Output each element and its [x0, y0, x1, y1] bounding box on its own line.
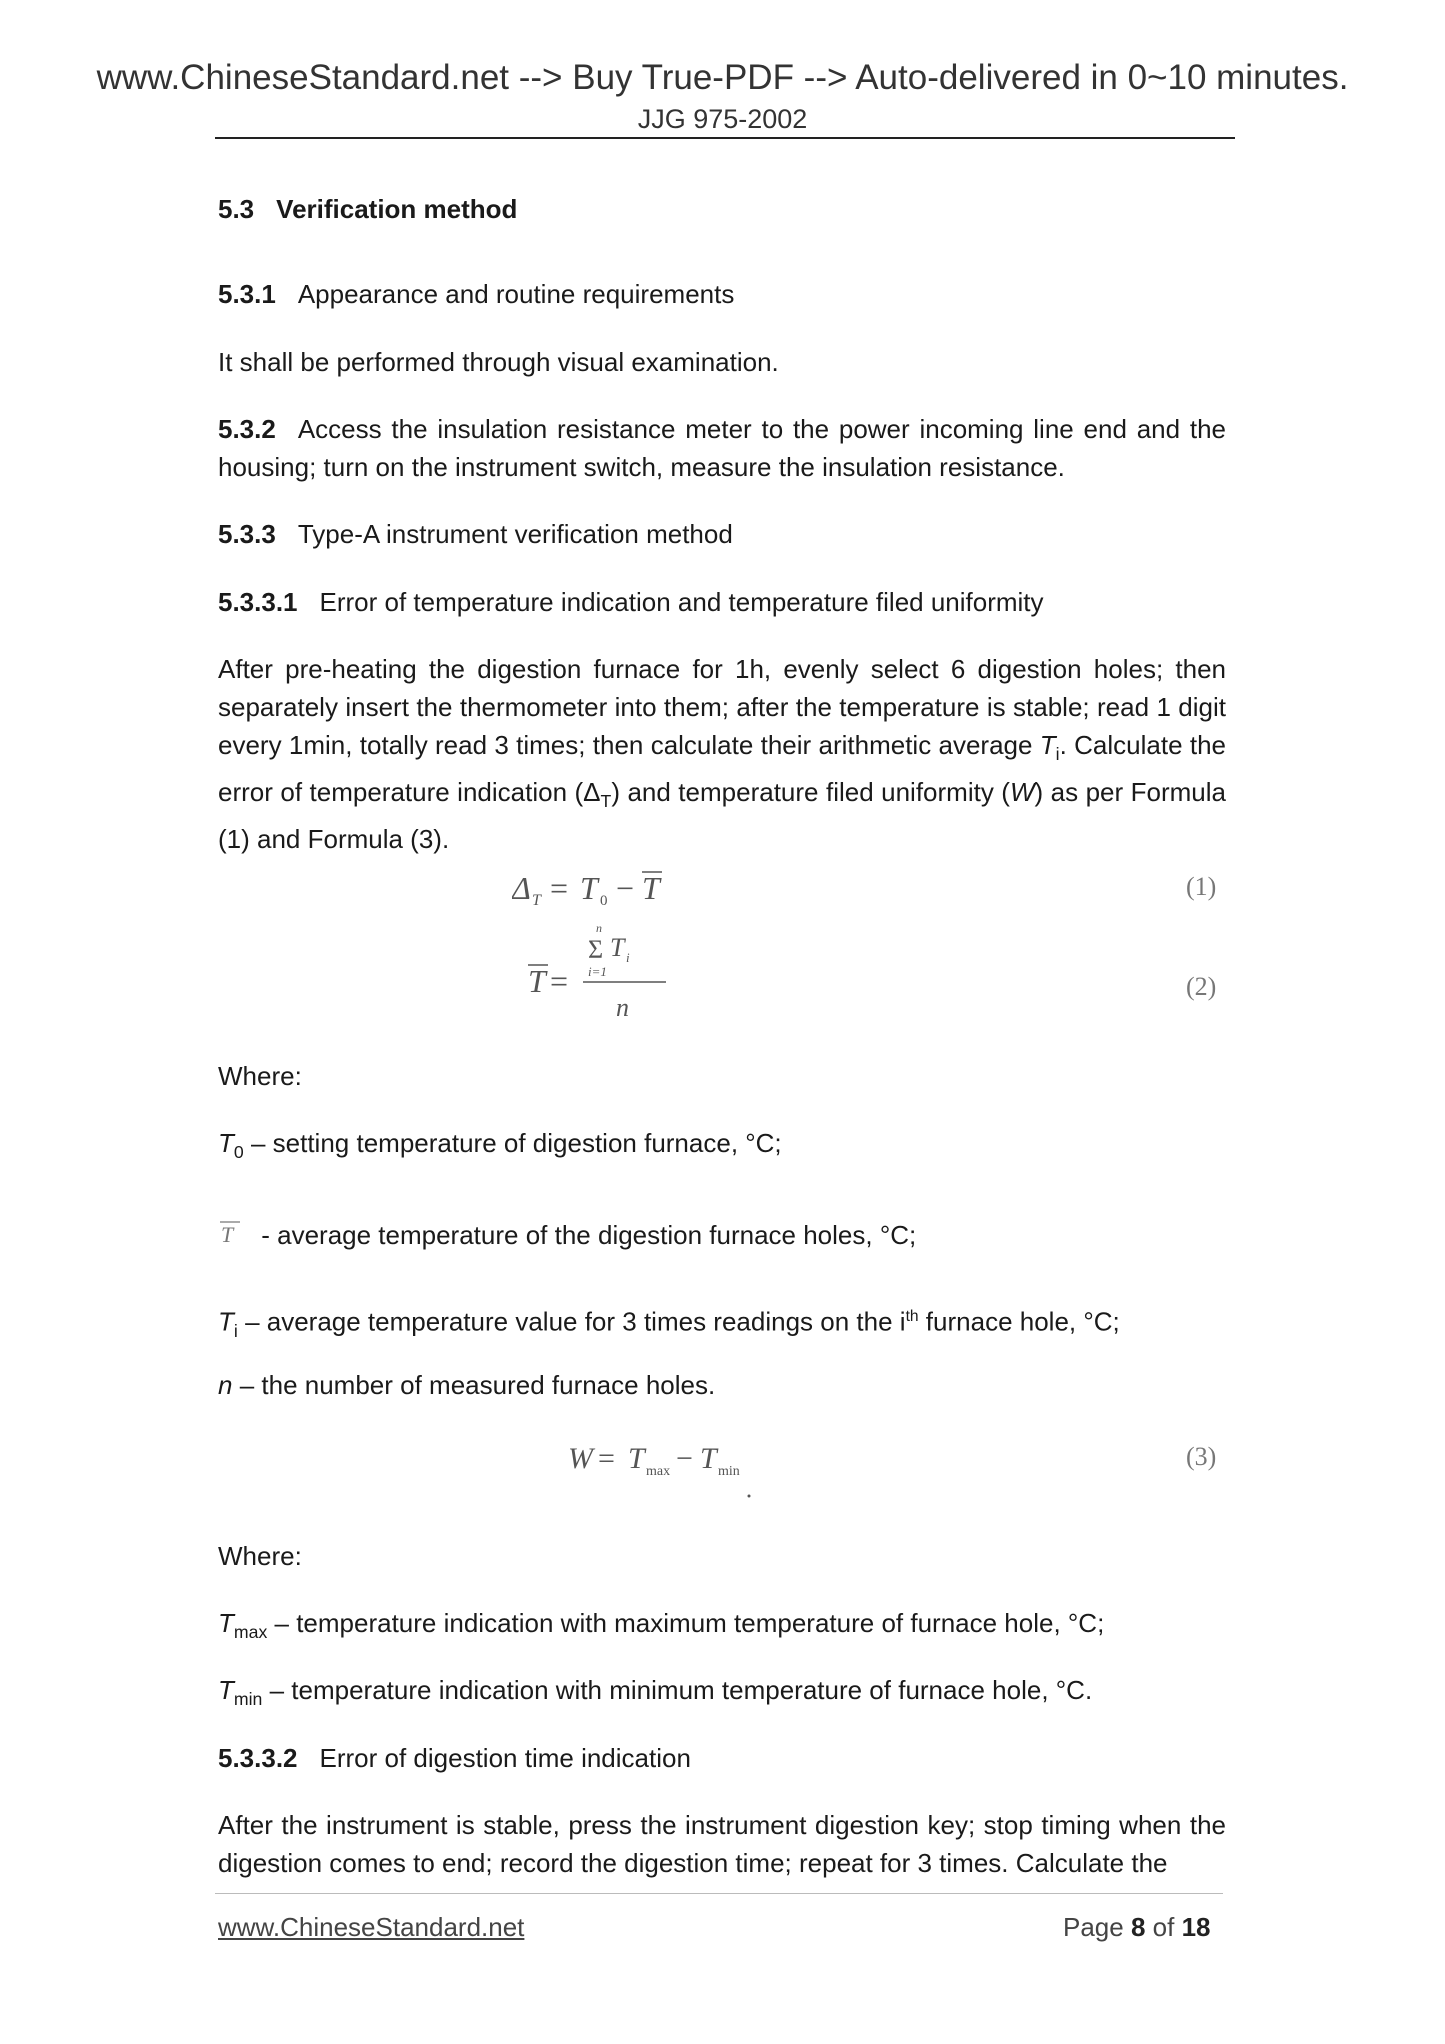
definition-t0: $T_0$ – setting temperature of digestion furnace, °C; — [218, 1128, 782, 1163]
svg-text:T: T — [628, 1442, 645, 1475]
section-title: Error of digestion time indication — [319, 1743, 691, 1773]
paragraph-text: Access the insulation resistance meter to the power incoming line end and the housing; turn on the instrument switch, measure the insulation resistance. — [218, 414, 1226, 482]
section-heading-5-3 — [218, 190, 1226, 228]
svg-text:T: T — [532, 892, 541, 909]
svg-text:Δ: Δ — [512, 870, 531, 906]
page-number: Page 8 of 18 — [1063, 1912, 1211, 1942]
svg-text:i=1: i=1 — [588, 964, 607, 979]
section-title: Verification method — [276, 194, 518, 224]
section-number: 5.3.3 — [218, 519, 276, 549]
formula-1-number: (1) — [1186, 872, 1217, 901]
section-number: 5.3.2 — [218, 414, 276, 444]
document-id: JJG 975-2002 — [637, 104, 808, 134]
svg-text:T: T — [580, 870, 598, 906]
section-number: 5.3.1 — [218, 279, 276, 309]
section-number: 5.3.3.1 — [218, 587, 298, 617]
t-bar-symbol — [218, 1220, 242, 1246]
svg-text:T: T — [610, 933, 625, 962]
definition-n: n – the number of measured furnace holes. — [218, 1370, 716, 1400]
section-number: 5.3.3.2 — [218, 1743, 298, 1773]
section-heading-5-3-3-1 — [218, 583, 1226, 621]
svg-text:T: T — [221, 1222, 234, 1246]
footer-site-link[interactable]: www.ChineseStandard.net — [218, 1912, 525, 1942]
svg-text:=: = — [550, 870, 569, 906]
section-5-3-2 — [218, 410, 1226, 486]
where-label: Where: — [218, 1061, 302, 1091]
section-title: Appearance and routine requirements — [297, 279, 735, 309]
formula-3-number: (3) — [1186, 1442, 1217, 1471]
paragraph: It shall be performed through visual examination. — [218, 347, 779, 377]
svg-text:=: = — [598, 1442, 615, 1475]
definition-tmin: $T_{min}$ – temperature indication with minimum temperature of furnace hole, °C. — [218, 1675, 1093, 1710]
paragraph-5-3-3-2: After the instrument is stable, press the instrument digestion key; stop timing when the digestion comes to end; record the digestion time; repeat for 3 times. Calculate the — [218, 1810, 1226, 1878]
svg-text:−: − — [616, 870, 635, 906]
svg-text:−: − — [676, 1442, 693, 1475]
section-heading-5-3-3-2 — [218, 1739, 1226, 1777]
footer-rule — [215, 1893, 1223, 1894]
svg-text:0: 0 — [600, 893, 608, 909]
svg-text:=: = — [550, 963, 569, 999]
svg-text:T: T — [700, 1442, 717, 1475]
svg-text:T: T — [528, 963, 546, 999]
formula-3 — [568, 1438, 798, 1504]
definition-tmax: $T_{max}$ – temperature indication with maximum temperature of furnace hole, °C; — [218, 1608, 1105, 1643]
header-banner: www.ChineseStandard.net --> Buy True-PDF --> Auto-delivered in 0~10 minutes. — [96, 58, 1349, 97]
svg-text:n: n — [616, 993, 629, 1022]
formula-2-number: (2) — [1186, 972, 1217, 1001]
formula-1 — [512, 865, 752, 909]
svg-text:i: i — [626, 950, 630, 965]
header-rule — [215, 137, 1235, 139]
section-title: Type-A instrument verification method — [297, 519, 733, 549]
svg-text:T: T — [642, 870, 660, 906]
svg-text:max: max — [646, 1464, 671, 1479]
section-heading-5-3-3 — [218, 515, 1226, 553]
where-label: Where: — [218, 1541, 302, 1571]
section-number: 5.3 — [218, 194, 255, 224]
section-title: Error of temperature indication and temperature filed uniformity — [319, 587, 1044, 617]
svg-text:min: min — [718, 1464, 740, 1479]
svg-text:Σ: Σ — [588, 935, 604, 964]
section-heading-5-3-1 — [218, 275, 1226, 313]
svg-text:W: W — [568, 1442, 593, 1475]
definition-ti: $T_i$ – average temperature value for 3 times readings on the $i^{th}$ furnace hole, °C; — [218, 1306, 1120, 1341]
svg-text:n: n — [596, 921, 602, 935]
definition-tbar: T - average temperature of the digestion furnace holes, °C; — [218, 1216, 1226, 1254]
formula-2 — [528, 920, 688, 1025]
paragraph-5-3-3-1: After pre-heating the digestion furnace for 1h, evenly select 6 digestion holes; then separately insert the thermometer into them; after the temperature is stable; read 1 digit every 1min, totally read 3 times; then calculate their arithmetic average $T_i$. Calculate the error of temperature indication $(\Delta_T)$ and temperature filed uniformity (W) as per Formula (1) and Formula (3). — [218, 654, 1226, 855]
